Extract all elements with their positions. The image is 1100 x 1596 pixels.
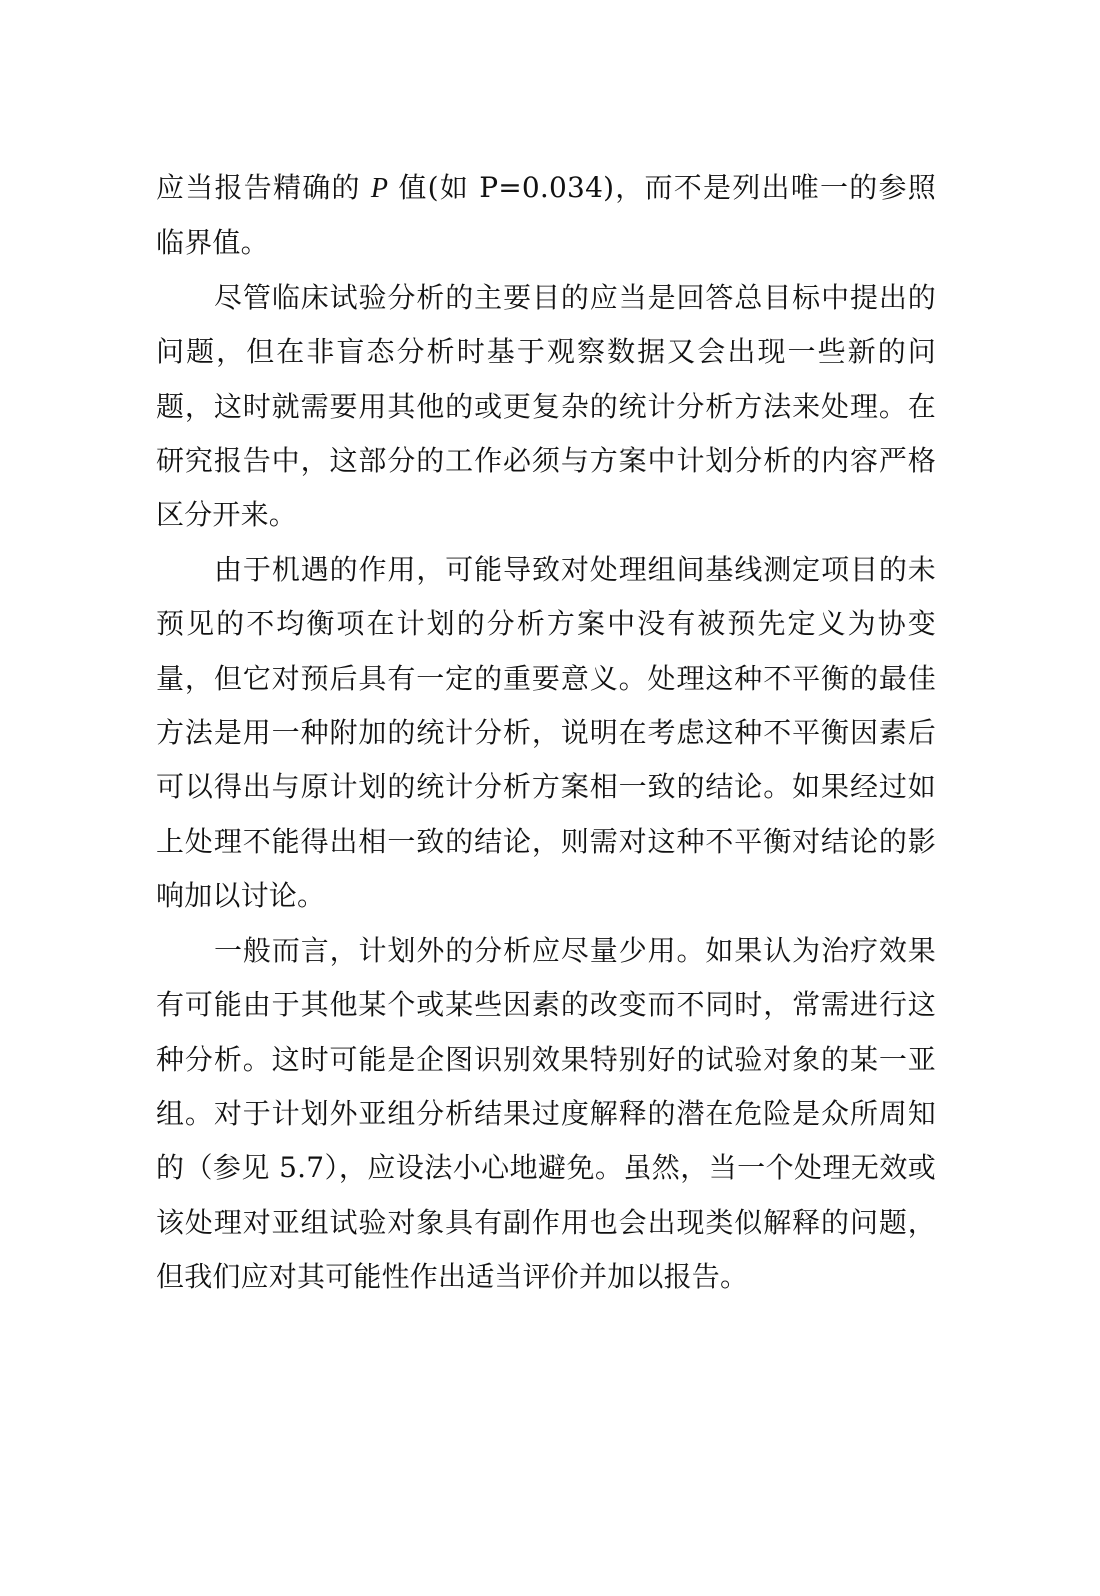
p-value-variable: P xyxy=(370,173,389,204)
paragraph-4: 一般而言，计划外的分析应尽量少用。如果认为治疗效果有可能由于其他某个或某些因素的改变而不同时，常需进行这种分析。这时可能是企图识别效果特别好的试验对象的某一亚组。对于计划外亚组分析结果过度解释的潜在危险是众所周知的（参见 5.7），应设法小心地避免。虽然，当一个处理无效或该处理对亚组试验对象具有副作用也会出现类似解释的问题，但我们应对其可能性作出适当评价并加以报告。 xyxy=(156,933,936,1294)
paragraph-2: 尽管临床试验分析的主要目的应当是回答总目标中提出的问题，但在非盲态分析时基于观察数据又会出现一些新的问题，这时就需要用其他的或更复杂的统计分析方法来处理。在研究报告中，这部分的工作必须与方案中计划分析的内容严格区分开来。 xyxy=(156,280,936,532)
paragraph-1 xyxy=(156,161,936,271)
document-body xyxy=(156,161,936,1305)
paragraph-3: 由于机遇的作用，可能导致对处理组间基线测定项目的未预见的不均衡项在计划的分析方案中没有被预先定义为协变量，但它对预后具有一定的重要意义。处理这种不平衡的最佳方法是用一种附加的统计分析，说明在考虑这种不平衡因素后可以得出与原计划的统计分析方案相一致的结论。如果经过如上处理不能得出相一致的结论，则需对这种不平衡对结论的影响加以讨论。 xyxy=(156,552,936,913)
paragraph-1-text-a: 应当报告精确的 xyxy=(156,171,371,204)
paragraph-1-text-b: 值(如 P=0.034)，而不是列出唯一的参照临界值。 xyxy=(156,171,936,260)
